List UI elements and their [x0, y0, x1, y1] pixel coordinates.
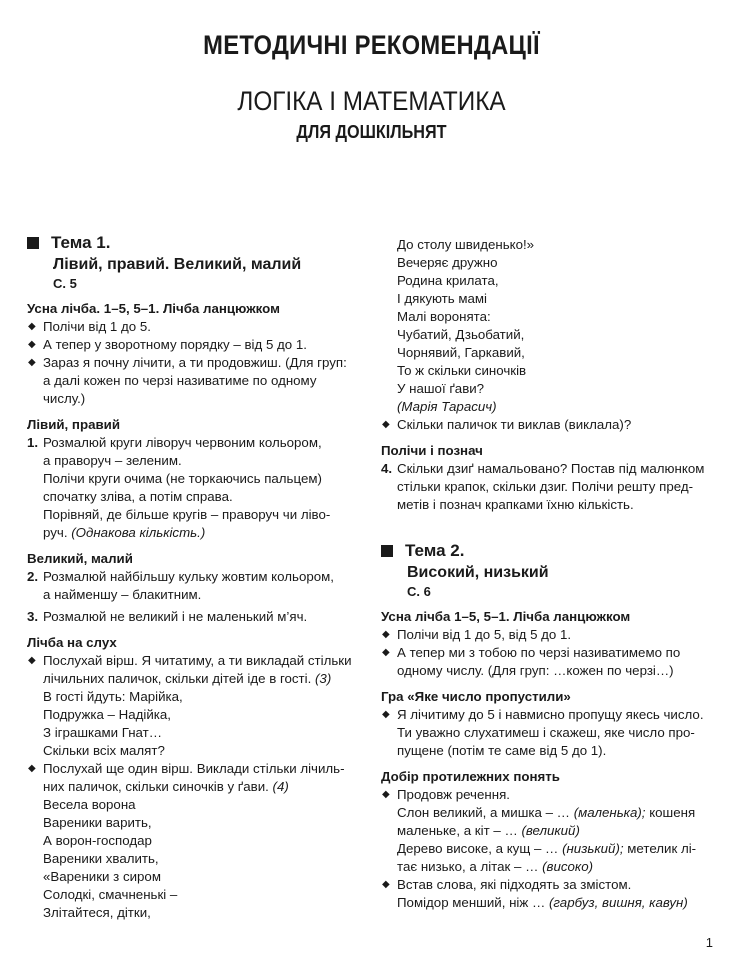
text-line: спочатку зліва, а потім справа. [43, 489, 233, 504]
text-line: а праворуч – зеленим. [43, 453, 182, 468]
poem-line: І дякують мамі [397, 291, 487, 306]
text-line: них паличок, скільки синочків у ґави. (4) [43, 779, 289, 794]
section-heading: Полічи і познач [381, 443, 483, 458]
text-line: руч. (Однакова кількість.) [43, 525, 206, 540]
topic-1-title: Лівий, правий. Великий, малий [53, 256, 302, 273]
diamond-bullet-icon: ◆ [28, 339, 36, 350]
text-line: маленьке, а кіт – … (великий) [397, 823, 580, 838]
topic-1-label: Тема 1. [51, 233, 111, 252]
poem-line: Весела ворона [43, 797, 136, 812]
text-line: метів і познач крапками їхню кількість. [397, 497, 634, 512]
poem-author: (Марія Тарасич) [397, 399, 497, 414]
square-bullet-icon [27, 237, 39, 249]
poem-line: До столу швиденько!» [397, 237, 535, 252]
diamond-bullet-icon: ◆ [28, 321, 36, 332]
diamond-bullet-icon: ◆ [28, 655, 36, 666]
text-line: одному числу. (Для груп: …кожен по черзі…) [397, 663, 674, 678]
list-item: ◆ Я лічитиму до 5 і навмисно пропущу якесь число. [382, 707, 704, 722]
section-heading: Великий, малий [27, 551, 133, 566]
page-number: 1 [705, 935, 713, 950]
text-line: Слон великий, а мишка – … (маленька); кошеня [397, 805, 696, 820]
numbered-item: 1. Розмалюй круги ліворуч червоним кольором, [27, 435, 322, 450]
topic-1-page: С. 5 [53, 276, 77, 291]
numbered-item: 2. Розмалюй найбільшу кульку жовтим кольором, [27, 569, 334, 584]
diamond-bullet-icon: ◆ [382, 629, 390, 640]
page-audience: ДЛЯ ДОШКІЛЬНЯТ [296, 122, 447, 142]
poem-line: Вечеряє дружно [397, 255, 498, 270]
topic-2-label: Тема 2. [405, 541, 465, 560]
poem-line: Родина крилата, [397, 273, 499, 288]
text-line: стільки крапок, скільки дзиг. Полічи решту пред- [397, 479, 694, 494]
poem-line: Малі воронята: [397, 309, 491, 324]
topic-2-heading [381, 540, 711, 562]
section-heading: Усна лічба 1–5, 5–1. Лічба ланцюжком [381, 609, 631, 624]
poem-line: Чорнявий, Гаркавий, [397, 345, 525, 360]
poem-line: В гості йдуть: Марійка, [43, 689, 183, 704]
list-item: ◆ Скільки паличок ти виклав (виклала)? [382, 417, 632, 432]
text-line: Дерево високе, а кущ – … (низький); метелик лі- [397, 841, 697, 856]
section-heading: Лівий, правий [27, 417, 121, 432]
text-line: Ти уважно слухатимеш і скажеш, яке число про- [397, 725, 695, 740]
numbered-item: 3. Розмалюй не великий і не маленький м’яч. [27, 609, 308, 624]
poem-line: З іграшками Гнат… [43, 725, 163, 740]
diamond-bullet-icon: ◆ [382, 709, 390, 720]
numbered-item: 4. Скільки дзиґ намальовано? Постав під малюнком [381, 461, 705, 476]
diamond-bullet-icon: ◆ [28, 357, 36, 368]
poem-line: Подружка – Надійка, [43, 707, 171, 722]
poem-line: Скільки всіх малят? [43, 743, 165, 758]
poem-line: А ворон-господар [43, 833, 152, 848]
right-column [381, 236, 711, 912]
text-line: пущене (потім те саме від 5 до 1). [397, 743, 607, 758]
list-item: ◆ А тепер у зворотному порядку – від 5 до 1. [28, 337, 307, 352]
list-item: ◆ Послухай ще один вірш. Виклади стільки лічиль- [28, 761, 345, 776]
list-item: ◆ Зараз я почну лічити, а ти продовжиш. (Для груп: [28, 355, 347, 370]
page-subtitle: ЛОГІКА І МАТЕМАТИКА [237, 86, 506, 116]
list-item: ◆ Послухай вірш. Я читатиму, а ти викладай стільки [28, 653, 352, 668]
list-item: ◆ Продовж речення. [382, 787, 510, 802]
poem-line: Вареники варить, [43, 815, 152, 830]
diamond-bullet-icon: ◆ [382, 879, 390, 890]
poem-line: Солодкі, смачненькі – [43, 887, 178, 902]
square-bullet-icon [381, 545, 393, 557]
page-title: МЕТОДИЧНІ РЕКОМЕНДАЦІЇ [203, 30, 540, 60]
poem-line: То ж скільки синочків [397, 363, 527, 378]
list-item: ◆ Полічи від 1 до 5, від 5 до 1. [382, 627, 572, 642]
diamond-bullet-icon: ◆ [382, 789, 390, 800]
text-line: Порівняй, де більше кругів – праворуч чи ліво- [43, 507, 331, 522]
section-heading: Усна лічба. 1–5, 5–1. Лічба ланцюжком [27, 301, 280, 316]
list-item: ◆ А тепер ми з тобою по черзі називатимемо по [382, 645, 681, 660]
text-line: лічильних паличок, скільки дітей іде в гості. (3) [43, 671, 332, 686]
section-heading: Гра «Яке число пропустили» [381, 689, 571, 704]
text-line: Полічи круги очима (не торкаючись пальцем) [43, 471, 322, 486]
poem-line: Злітайтеся, дітки, [43, 905, 151, 920]
section-heading: Лічба на слух [27, 635, 117, 650]
topic-2-title: Високий, низький [407, 564, 549, 581]
text-line: Помідор менший, ніж … (гарбуз, вишня, кавун) [397, 895, 688, 910]
poem-line: Вареники хвалить, [43, 851, 159, 866]
text-line: числу.) [43, 391, 86, 406]
poem-line: «Вареники з сиром [43, 869, 161, 884]
topic-2-page: С. 6 [407, 584, 431, 599]
diamond-bullet-icon: ◆ [382, 419, 390, 430]
text-line: а далі кожен по черзі називатиме по одному [43, 373, 317, 388]
list-item: ◆ Полічи від 1 до 5. [28, 319, 151, 334]
section-heading: Добір протилежних понять [381, 769, 560, 784]
poem-line: У нашої ґави? [397, 381, 485, 396]
text-line: тає низько, а літак – … (високо) [397, 859, 594, 874]
poem-line: Чубатий, Дзьобатий, [397, 327, 525, 342]
diamond-bullet-icon: ◆ [28, 763, 36, 774]
diamond-bullet-icon: ◆ [382, 647, 390, 658]
topic-1-heading [27, 232, 352, 254]
left-column [27, 232, 352, 922]
text-line: а найменшу – блакитним. [43, 587, 202, 602]
list-item: ◆ Встав слова, які підходять за змістом. [382, 877, 632, 892]
